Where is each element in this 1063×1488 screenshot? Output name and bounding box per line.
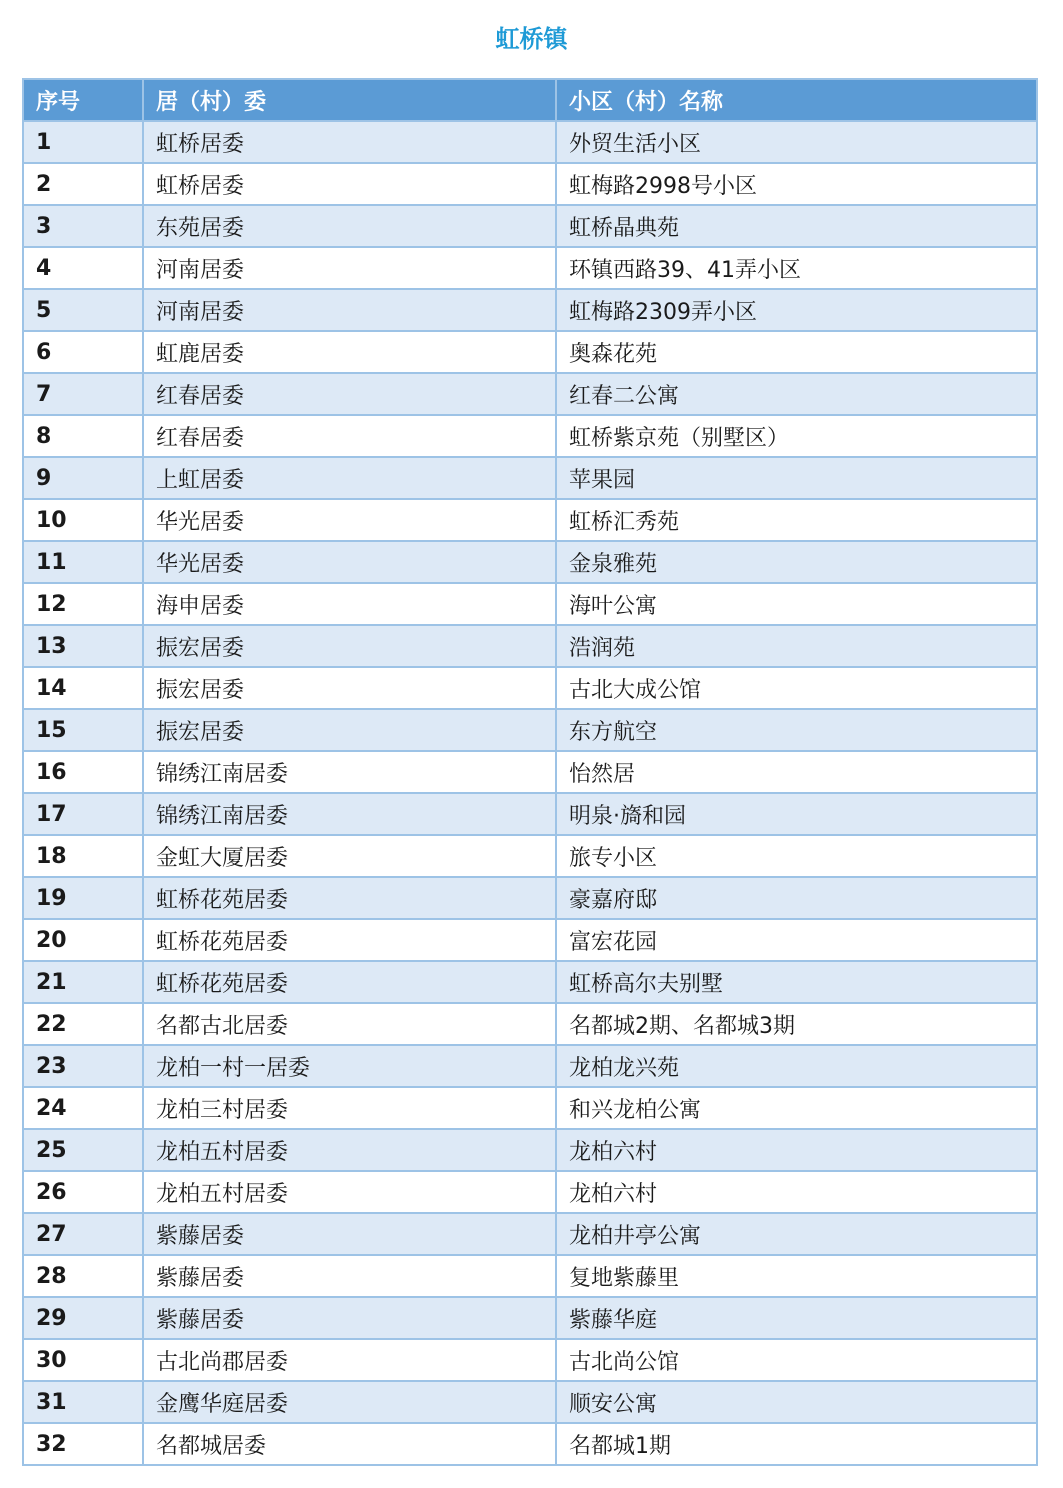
row-community-name: 龙柏六村 — [556, 1129, 1037, 1171]
row-committee: 金虹大厦居委 — [143, 835, 556, 877]
row-index: 9 — [23, 457, 143, 499]
table-row — [23, 457, 1037, 499]
row-committee: 振宏居委 — [143, 709, 556, 751]
row-index: 31 — [23, 1381, 143, 1423]
row-index: 19 — [23, 877, 143, 919]
row-community-name: 豪嘉府邸 — [556, 877, 1037, 919]
table-row — [23, 247, 1037, 289]
row-community-name: 虹梅路2998号小区 — [556, 163, 1037, 205]
row-committee: 紫藤居委 — [143, 1297, 556, 1339]
table-body — [23, 121, 1037, 1465]
table-row — [23, 163, 1037, 205]
table-row — [23, 1171, 1037, 1213]
row-index: 23 — [23, 1045, 143, 1087]
row-committee: 华光居委 — [143, 499, 556, 541]
header-committee: 居（村）委 — [143, 79, 556, 121]
row-community-name: 名都城1期 — [556, 1423, 1037, 1465]
row-community-name: 虹桥汇秀苑 — [556, 499, 1037, 541]
row-community-name: 明泉·旖和园 — [556, 793, 1037, 835]
table-row — [23, 331, 1037, 373]
table-row — [23, 583, 1037, 625]
table-row — [23, 1129, 1037, 1171]
row-committee: 锦绣江南居委 — [143, 793, 556, 835]
row-index: 12 — [23, 583, 143, 625]
row-index: 30 — [23, 1339, 143, 1381]
row-index: 29 — [23, 1297, 143, 1339]
row-committee: 紫藤居委 — [143, 1255, 556, 1297]
row-community-name: 龙柏龙兴苑 — [556, 1045, 1037, 1087]
table-row — [23, 289, 1037, 331]
row-community-name: 和兴龙柏公寓 — [556, 1087, 1037, 1129]
table-row — [23, 1423, 1037, 1465]
row-index: 32 — [23, 1423, 143, 1465]
table-row — [23, 1045, 1037, 1087]
row-index: 3 — [23, 205, 143, 247]
table-row — [23, 751, 1037, 793]
table-row — [23, 835, 1037, 877]
row-community-name: 奥森花苑 — [556, 331, 1037, 373]
row-committee: 上虹居委 — [143, 457, 556, 499]
page-title: 虹桥镇 — [495, 25, 568, 53]
row-committee: 名都古北居委 — [143, 1003, 556, 1045]
table-row — [23, 1003, 1037, 1045]
table-row — [23, 793, 1037, 835]
table-row — [23, 1255, 1037, 1297]
row-community-name: 怡然居 — [556, 751, 1037, 793]
row-index: 16 — [23, 751, 143, 793]
row-index: 21 — [23, 961, 143, 1003]
row-community-name: 顺安公寓 — [556, 1381, 1037, 1423]
row-community-name: 龙柏井亭公寓 — [556, 1213, 1037, 1255]
row-community-name: 虹桥晶典苑 — [556, 205, 1037, 247]
row-community-name: 古北尚公馆 — [556, 1339, 1037, 1381]
row-index: 20 — [23, 919, 143, 961]
row-index: 15 — [23, 709, 143, 751]
row-community-name: 环镇西路39、41弄小区 — [556, 247, 1037, 289]
row-committee: 虹桥花苑居委 — [143, 961, 556, 1003]
row-committee: 海申居委 — [143, 583, 556, 625]
table-row — [23, 1381, 1037, 1423]
row-index: 27 — [23, 1213, 143, 1255]
row-index: 13 — [23, 625, 143, 667]
row-index: 26 — [23, 1171, 143, 1213]
row-community-name: 虹桥高尔夫别墅 — [556, 961, 1037, 1003]
row-committee: 古北尚郡居委 — [143, 1339, 556, 1381]
row-index: 28 — [23, 1255, 143, 1297]
row-community-name: 海叶公寓 — [556, 583, 1037, 625]
row-committee: 河南居委 — [143, 247, 556, 289]
row-index: 1 — [23, 121, 143, 163]
row-index: 4 — [23, 247, 143, 289]
row-index: 22 — [23, 1003, 143, 1045]
row-index: 25 — [23, 1129, 143, 1171]
row-committee: 紫藤居委 — [143, 1213, 556, 1255]
row-committee: 红春居委 — [143, 415, 556, 457]
table-row — [23, 373, 1037, 415]
row-community-name: 富宏花园 — [556, 919, 1037, 961]
row-committee: 河南居委 — [143, 289, 556, 331]
row-committee: 虹鹿居委 — [143, 331, 556, 373]
row-community-name: 东方航空 — [556, 709, 1037, 751]
header-row — [23, 79, 1037, 121]
row-index: 8 — [23, 415, 143, 457]
table-row — [23, 205, 1037, 247]
table-header — [23, 79, 1037, 121]
row-committee: 虹桥居委 — [143, 163, 556, 205]
row-community-name: 外贸生活小区 — [556, 121, 1037, 163]
table-row — [23, 121, 1037, 163]
row-community-name: 古北大成公馆 — [556, 667, 1037, 709]
row-index: 11 — [23, 541, 143, 583]
row-committee: 华光居委 — [143, 541, 556, 583]
row-committee: 锦绣江南居委 — [143, 751, 556, 793]
row-committee: 龙柏五村居委 — [143, 1171, 556, 1213]
table-row — [23, 961, 1037, 1003]
row-committee: 东苑居委 — [143, 205, 556, 247]
row-community-name: 虹梅路2309弄小区 — [556, 289, 1037, 331]
row-community-name: 名都城2期、名都城3期 — [556, 1003, 1037, 1045]
table-row — [23, 415, 1037, 457]
table-row — [23, 919, 1037, 961]
row-index: 2 — [23, 163, 143, 205]
table-row — [23, 1339, 1037, 1381]
table-row — [23, 1087, 1037, 1129]
header-community-name: 小区（村）名称 — [556, 79, 1037, 121]
row-community-name: 紫藤华庭 — [556, 1297, 1037, 1339]
row-committee: 龙柏三村居委 — [143, 1087, 556, 1129]
table-row — [23, 541, 1037, 583]
table-row — [23, 709, 1037, 751]
row-committee: 虹桥居委 — [143, 121, 556, 163]
row-committee: 振宏居委 — [143, 667, 556, 709]
row-committee: 名都城居委 — [143, 1423, 556, 1465]
row-index: 14 — [23, 667, 143, 709]
row-committee: 振宏居委 — [143, 625, 556, 667]
row-committee: 龙柏五村居委 — [143, 1129, 556, 1171]
row-community-name: 龙柏六村 — [556, 1171, 1037, 1213]
row-community-name: 苹果园 — [556, 457, 1037, 499]
row-committee: 金鹰华庭居委 — [143, 1381, 556, 1423]
row-committee: 龙柏一村一居委 — [143, 1045, 556, 1087]
row-index: 18 — [23, 835, 143, 877]
community-table — [22, 78, 1038, 1466]
row-community-name: 金泉雅苑 — [556, 541, 1037, 583]
row-community-name: 旅专小区 — [556, 835, 1037, 877]
row-community-name: 红春二公寓 — [556, 373, 1037, 415]
table-row — [23, 877, 1037, 919]
row-index: 10 — [23, 499, 143, 541]
row-committee: 红春居委 — [143, 373, 556, 415]
row-committee: 虹桥花苑居委 — [143, 877, 556, 919]
table-row — [23, 625, 1037, 667]
table-row — [23, 1213, 1037, 1255]
row-community-name: 复地紫藤里 — [556, 1255, 1037, 1297]
table-row — [23, 499, 1037, 541]
row-index: 6 — [23, 331, 143, 373]
row-community-name: 虹桥紫京苑（别墅区） — [556, 415, 1037, 457]
table-row — [23, 1297, 1037, 1339]
row-index: 5 — [23, 289, 143, 331]
row-committee: 虹桥花苑居委 — [143, 919, 556, 961]
row-index: 17 — [23, 793, 143, 835]
row-index: 24 — [23, 1087, 143, 1129]
table-row — [23, 667, 1037, 709]
row-community-name: 浩润苑 — [556, 625, 1037, 667]
row-index: 7 — [23, 373, 143, 415]
header-index: 序号 — [23, 79, 143, 121]
